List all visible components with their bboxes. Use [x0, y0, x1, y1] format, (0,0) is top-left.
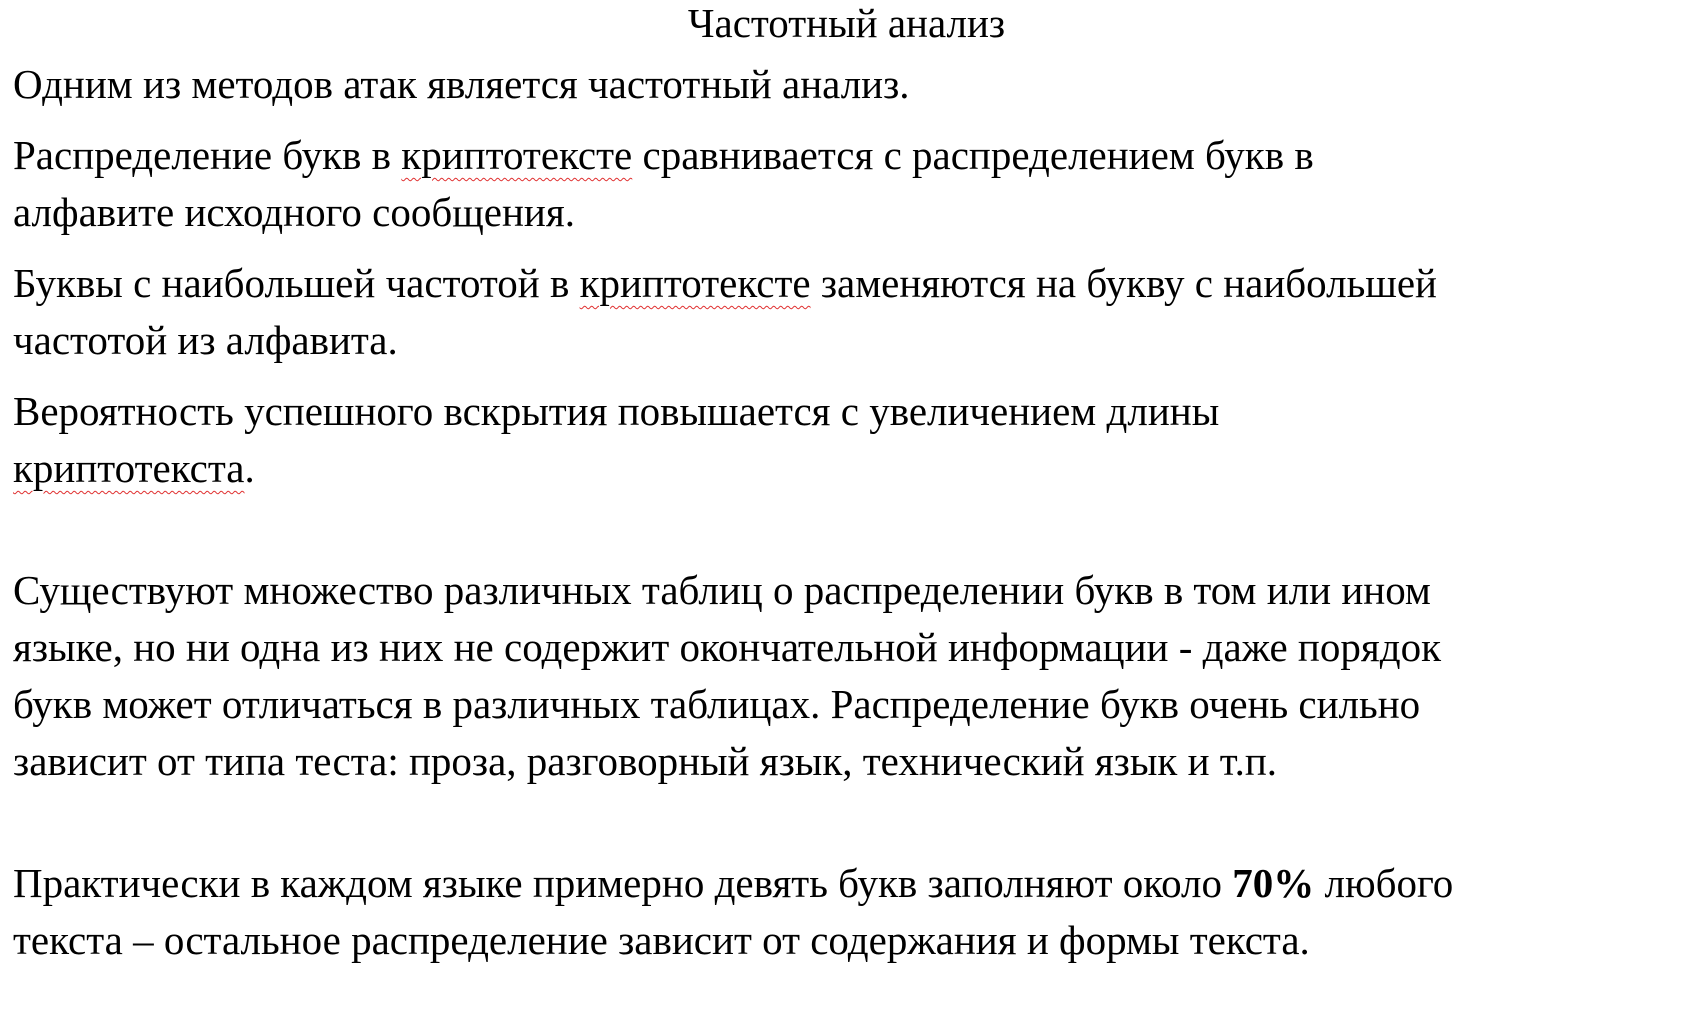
- paragraph-seventy-percent: [13, 855, 1683, 912]
- bold-percentage: 70%: [1232, 860, 1315, 906]
- text-segment: Практически в каждом языке примерно девять букв заполняют около: [13, 860, 1233, 906]
- text-segment: Распределение букв в: [13, 132, 402, 178]
- document-page: [13, 0, 1683, 969]
- paragraph-distribution-line2: алфавите исходного сообщения.: [13, 189, 575, 235]
- text-segment: Буквы с наибольшей частотой в: [13, 260, 580, 306]
- spellcheck-word[interactable]: криптотекста: [13, 445, 245, 491]
- paragraph-probability-line2: [13, 440, 1683, 497]
- text-segment: заменяются на букву с наибольшей: [810, 260, 1437, 306]
- paragraph-intro: Одним из методов атак является частотный анализ.: [13, 61, 910, 107]
- paragraph-tables-line3: букв может отличаться в различных таблицах. Распределение букв очень сильно: [13, 681, 1421, 727]
- text-segment: .: [244, 445, 255, 491]
- paragraph-replacement-line2: частотой из алфавита.: [13, 317, 398, 363]
- paragraph-tables-line2: языке, но ни одна из них не содержит окончательной информации - даже порядок: [13, 624, 1441, 670]
- spellcheck-word[interactable]: криптотексте: [401, 132, 633, 178]
- paragraph-replacement: [13, 255, 1683, 312]
- paragraph-probability: Вероятность успешного вскрытия повышается с увеличением длины: [13, 388, 1220, 434]
- spellcheck-word[interactable]: криптотексте: [579, 260, 811, 306]
- paragraph-seventy-percent-line2: текста – остальное распределение зависит от содержания и формы текста.: [13, 917, 1310, 963]
- paragraph-distribution: [13, 127, 1683, 184]
- text-segment: любого: [1314, 860, 1454, 906]
- paragraph-tables-line4: зависит от типа теста: проза, разговорный язык, технический язык и т.п.: [13, 738, 1278, 784]
- text-segment: сравнивается с распределением букв в: [632, 132, 1314, 178]
- paragraph-tables: Существуют множество различных таблиц о распределении букв в том или ином: [13, 567, 1431, 613]
- page-title: Частотный анализ: [687, 0, 1006, 46]
